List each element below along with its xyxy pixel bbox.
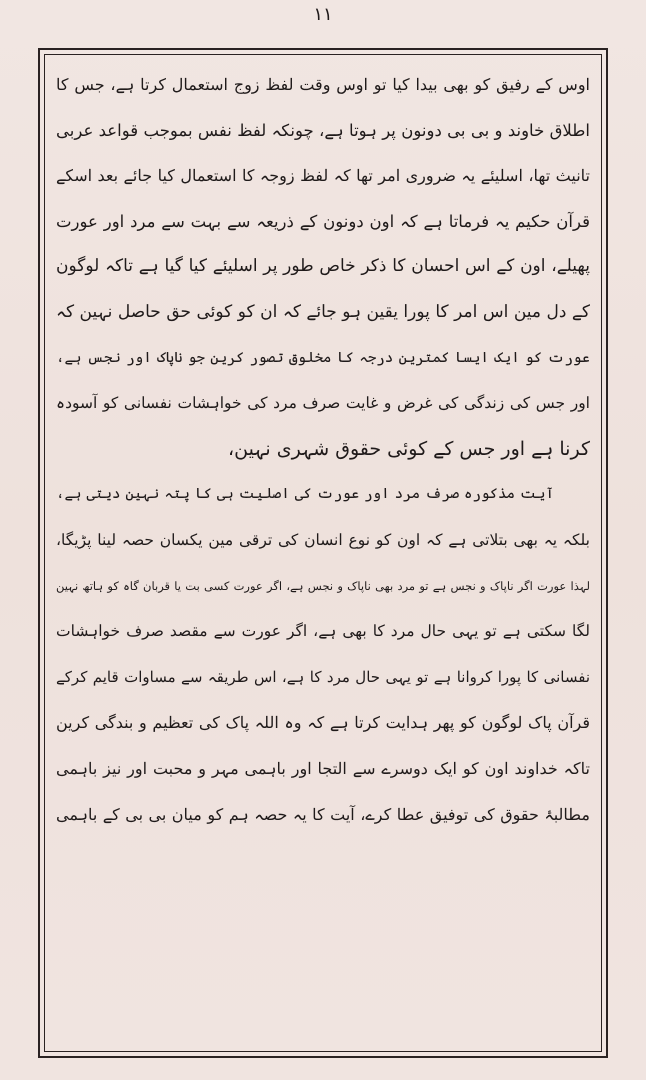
text-line: پھیلے، اون کے اس احسان کا ذکر خاص طور پر اسلیئے کیا گیا ہے تاکہ لوگون	[56, 256, 590, 277]
text-line: اوس کے رفیق کو بھی بیدا کیا تو اوس وقت لفظ زوج استعمال کرتا ہے، جس کا	[56, 75, 590, 94]
text-line: تانیث تھا، اسلیئے یہ ضروری امر تھا کہ لفظ زوجہ کا استعمال کیا جائے بعد اسکے	[56, 166, 590, 186]
text-line: عورت کو ایک ایسا کمترین درجہ کا مخلوق تصور کرین جو ناپاک اور نجس ہے،	[56, 349, 590, 366]
text-line: کے دل مین اس امر کا پورا یقین ہو جائے کہ ان کو کوئی حق حاصل نہین کہ	[56, 301, 590, 322]
text-line: نفسانی کا پورا کروانا ہے تو یہی حال مرد کا ہے، اس طریقہ سے مساوات قایم کرکے	[56, 667, 590, 686]
text-line: اور جس کی زندگی کی غرض و غایت صرف مرد کی خواہشات نفسانی کو آسودہ	[56, 394, 590, 413]
paragraph-start-line: آیت مذکورہ صرف مرد اور عورت کی اصلیت ہی کا پتہ نہین دیتی ہے،	[56, 486, 554, 503]
text-line: بلکہ یہ بھی بتلاتی ہے کہ اون کو نوع انسان کی ترقی مین یکسان حصہ لینا پڑیگا،	[56, 530, 590, 549]
text-line: اطلاق خاوند و بی بی دونون پر ہوتا ہے، چونکہ لفظ نفس بموجب قواعد عربی	[56, 120, 590, 140]
page-number: ۱۱	[313, 4, 333, 25]
paragraph-end-line: کرنا ہے اور جس کے کوئی حقوق شہری نہین،	[227, 437, 590, 460]
text-line: لگا سکتی ہے تو یہی حال مرد کا بھی ہے، اگر عورت سے مقصد صرف خواہشات	[56, 622, 590, 641]
text-line: قرآن پاک لوگون کو پھر ہدایت کرتا ہے کہ وہ اللہ پاک کی تعظیم و بندگی کرین	[56, 713, 590, 733]
text-line: مطالبۂ حقوق کی توفیق عطا کرے، آیت کا یہ حصہ ہم کو میان بی بی کے باہمی	[56, 804, 590, 824]
text-line: تاکہ خداوند اون کو ایک دوسرے سے التجا اور باہمی مہر و محبت اور نیز باہمی	[56, 758, 590, 778]
text-line: قرآن حکیم یہ فرماتا ہے کہ اون دونون کے ذریعہ سے بہت سے مرد اور عورت	[56, 211, 590, 231]
urdu-text-block	[56, 62, 590, 837]
text-line: لہذا عورت اگر ناپاک و نجس ہے تو مرد بھی ناپاک و نجس ہے، اگر عورت کسی بت یا قربان گاہ کو ہاتھ نہین	[56, 578, 590, 593]
